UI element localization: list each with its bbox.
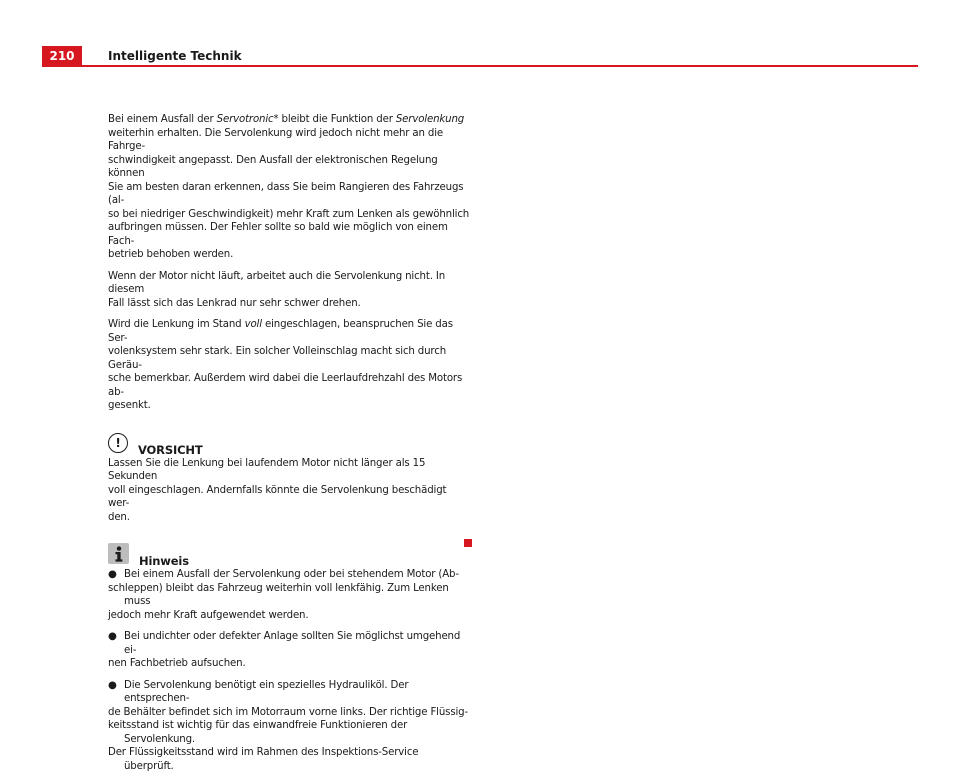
list-item — [108, 679, 470, 774]
exclamation-glyph: ! — [115, 435, 121, 450]
vorsicht-header — [108, 429, 470, 457]
text-run: Wird die Lenkung im Stand — [108, 319, 245, 330]
text-line: Lassen Sie die Lenkung bei laufendem Motor nicht länger als 15 Sekunden — [108, 457, 426, 482]
text-line: keitsstand ist wichtig für das einwandfreie Funktionieren der Servolenkung. — [108, 720, 408, 745]
text-run: Bei einem Ausfall der — [108, 114, 217, 125]
text-run: * bleibt die Funktion der — [273, 114, 396, 125]
header-rule — [42, 65, 918, 67]
text-line: volenksystem sehr stark. Ein solcher Volleinschlag macht sich durch Geräu- — [108, 346, 446, 371]
text-line: so bei niedriger Geschwindigkeit) mehr Kraft zum Lenken als gewöhnlich — [108, 208, 470, 220]
text-run: eingeschlagen, beanspruchen Sie das Ser- — [108, 319, 453, 344]
main-content — [108, 113, 470, 781]
text-line: weiterhin erhalten. Die Servolenkung wird jedoch nicht mehr an die Fahrge- — [108, 127, 444, 152]
hinweis-title: Hinweis — [139, 554, 189, 568]
list-item-text — [108, 679, 470, 774]
paragraph-motor-off — [108, 270, 470, 311]
text-line: jedoch mehr Kraft aufgewendet werden. — [108, 609, 309, 621]
bullet-icon: ● — [108, 679, 117, 691]
text-line: Wenn der Motor nicht läuft, arbeitet auch die Servolenkung nicht. In diesem — [108, 270, 446, 295]
text-line: Sie am besten daran erkennen, dass Sie beim Rangieren des Fahrzeugs (al- — [108, 181, 464, 206]
bullet-icon: ● — [108, 631, 117, 642]
text-line: Bei einem Ausfall der Servolenkung oder bei stehendem Motor (Ab- — [124, 569, 459, 580]
exclamation-circle-icon — [108, 433, 128, 453]
paragraph-servotronic — [108, 113, 470, 262]
list-item — [108, 630, 470, 671]
vorsicht-text — [108, 457, 470, 525]
page-header — [42, 46, 918, 68]
bullet-icon: ● — [108, 569, 117, 580]
text-run-italic: voll — [244, 319, 262, 330]
end-of-section-square-icon — [464, 539, 472, 547]
info-person-glyph — [113, 546, 125, 562]
info-person-icon — [108, 543, 129, 564]
text-line: nen Fachbetrieb aufsuchen. — [108, 658, 246, 669]
text-line: schwindigkeit angepasst. Den Ausfall der elektronischen Regelung können — [108, 154, 438, 179]
paragraph-full-lock — [108, 318, 470, 413]
hinweis-notice — [108, 540, 470, 773]
text-line: den. — [108, 511, 130, 523]
text-run-italic: Servolenkung — [395, 114, 465, 125]
text-line: Die Servolenkung benötigt ein spezielles Hydrauliköl. Der entsprechen- — [124, 679, 409, 704]
text-line: Bei undichter oder defekter Anlage sollten Sie möglichst umgehend ei- — [124, 631, 461, 656]
text-line: Fall lässt sich das Lenkrad nur sehr schwer drehen. — [108, 297, 361, 309]
text-line: voll eingeschlagen. Andernfalls könnte die Servolenkung beschädigt wer- — [108, 484, 447, 509]
hinweis-header — [108, 540, 470, 568]
text-run-italic: Servotronic — [216, 114, 274, 125]
list-item-text — [108, 630, 470, 671]
vorsicht-title: VORSICHT — [138, 442, 203, 457]
text-line: aufbringen müssen. Der Fehler sollte so bald wie möglich von einem Fach- — [108, 222, 448, 247]
list-item-text — [108, 568, 470, 622]
page-number: 210 — [42, 46, 82, 66]
list-item — [108, 568, 470, 622]
text-line: schleppen) bleibt das Fahrzeug weiterhin voll lenkfähig. Zum Lenken muss — [108, 582, 449, 607]
text-line: Der Flüssigkeitsstand wird im Rahmen des Inspektions-Service überprüft. — [108, 747, 419, 772]
text-line: sche bemerkbar. Außerdem wird dabei die Leerlaufdrehzahl des Motors ab- — [108, 373, 463, 398]
chapter-title: Intelligente Technik — [108, 49, 242, 63]
text-line: gesenkt. — [108, 400, 151, 411]
text-line: de Behälter befindet sich im Motorraum vorne links. Der richtige Flüssig- — [108, 706, 468, 718]
text-line: betrieb behoben werden. — [108, 249, 234, 260]
vorsicht-notice — [108, 429, 470, 525]
